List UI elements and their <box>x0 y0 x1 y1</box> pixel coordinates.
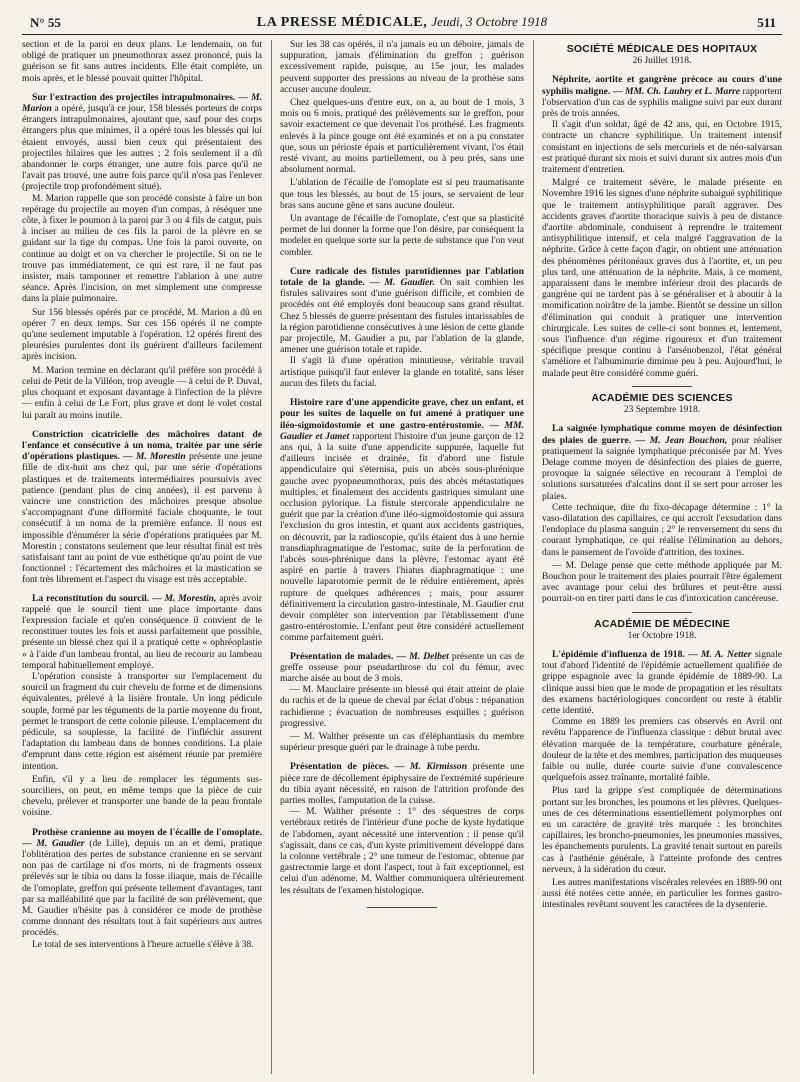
paragraph: Comme en 1889 les premiers cas observés en Avril ont revêtu l'apparence de l'influenza classique : début brutal avec élévation marquée de la température, courbature générale, douleur de la tête et des membres, participation des muqueuses faible ou nulle, durée courte suivie d'une convalescence quelquefois assez traînante, mortalité faible. <box>542 717 782 784</box>
section-date: 1er Octobre 1918. <box>627 630 697 641</box>
author-name: M. Jean Bouchon, <box>649 434 728 446</box>
issue-date: Jeudi, 3 Octobre 1918 <box>431 14 548 29</box>
author-name: M. Marion <box>22 91 262 115</box>
article-heading <box>22 92 262 193</box>
journal-title: LA PRESSE MÉDICALE, <box>256 15 428 30</box>
heading-text: La reconstitution du sourcil. — <box>32 592 162 604</box>
author-name: M. Gaudier. <box>384 277 435 289</box>
heading-text: Constriction cicatricielle des mâchoires datant de l'enfance et consécutive à un noma, traitée par une série d'opérations plastiques. — <box>22 428 262 463</box>
heading-text: Cure radicale des fistules parotidiennes par l'ablation totale de la glande. — <box>280 265 524 289</box>
issue-number: N° 55 <box>30 15 61 30</box>
author-name: MM. Ch. Laubry et L. Marre <box>624 85 741 97</box>
heading-body: présente une jeune fille de dix-huit ans chez qui, par une série d'opérations plastiques et de traitements intermédiaires poursuivis avec patience (pendant plus de cinq années), il est parvenu à vaincre une constriction des mâchoires presque absolue s'accompagnant d'une difformité faciale choquante, le tout consécutif à un noma de la première enfance. Il nous est impossible d'énumérer la série d'opérations pratiquées par M. Morestin ; constatons seulement que leur résultat final est très satisfaisant tant au point de vue esthétique qu'au point de vue fonctionnel : l'écartement des mâchoires et la mastication se font très librement et l'aspect du visage est très acceptable. <box>22 451 262 586</box>
paragraph: Il s'agit là d'une opération minutieuse, véritable travail artistique puisqu'il faut enlever la glande en totalité, sans léser aucun des filets du facial. <box>280 356 524 389</box>
heading-body: rapportent l'histoire d'un jeune garçon de 12 ans qui, à la suite d'une appendicite suppurée, laquelle fut d'ailleurs incisée et drainée, fit d'abord une fistule appendiculaire qui s'éternisa, puis un abcès sous-phrénique gauche avec pyopneumothorax, puis des abcès métastatiques multiples, et finalement des accidents gastriques simulant une occlusion pylorique. La fistule stercorale appendiculaire ne guérit que par la création d'une iléo-sigmoïdostomie qui assura l'exclusion du gros intestin, et quant aux accidents gastriques, on découvrit, par la radioscopie, qu'ils étaient dus à une hernie transdiaphragmatique de l'estomac, suite de la perforation de l'abcès sous-phrénique dans la plèvre, l'estomac ayant été aspiré en partie à travers l'hiatus diaphragmatique : une nouvelle laparotomie permit de le réduire entièrement, après rupture de quelques adhérences ; mais, pour assurer définitivement la circulation gastro-intestinale, M. Gaudier crut devoir compléter son intervention par l'établissement d'une gastro-entérostomie. L'enfant peut être considéré actuellement comme parfaitement guéri. <box>280 430 524 644</box>
paragraph: Chez quelques-uns d'entre eux, on a, au bout de 1 mois, 3 mois ou 6 mois, pratiqué des prélèvements sur le greffon, pour savoir exactement ce que devenait l'os prothésé. Les fragments enlevés à la pince gouge ont été examinés et on a pu constater que, sous un périoste épais et particulièrement vivant, l'os était resté vivant, au moins partiellement, ou à peu près, sans une absolument normal. <box>280 98 524 176</box>
column-1 <box>22 40 262 1074</box>
paragraph: Les autres manifestations viscérales relevées en 1889-90 ont aussi été notées cette année, en particulier les formes gastro-intestinales revêtant souvent les caractères de la dysenterie. <box>542 878 782 911</box>
running-head <box>22 10 782 35</box>
paragraph: section et de la paroi en deux plans. Le lendemain, on fut obligé de pratiquer un pneumothorax assez prononcé, puis la guérison se fit sans autres incidents. Elle était complète, un mois après, et le blessé pouvait quitter l'hôpital. <box>22 40 262 84</box>
heading-text: Néphrite, aortite et gangrène précoce au cours d'une syphilis maligne. — <box>542 74 782 97</box>
article-heading <box>280 397 524 643</box>
paragraph: Enfin, s'il y a lieu de remplacer les téguments sus-sourciliers, on peut, en même temps que la pièce de cuir chevelu, prélever et transporter une bande de la peau frontale voisine. <box>22 774 262 819</box>
heading-body: après avoir rappelé que le sourcil tient une place importante dans l'expression faciale et qu'en conséquence il convient de le reconstituer toutes les fois et aussi parfaitement que possible, présente un blessé chez qui il a pratiqué cette « ophréoplastie » à l'aide d'un lambeau frontal, au lieu de recourir au lambeau temporal habituellement employé. <box>22 592 262 671</box>
paragraph: Malgré ce traitement sévère, le malade présente en Novembre 1916 les signes d'une néphrite subaiguë syphilitique que le traitement antisyphilitique paraît aggraver. Des accidents graves d'aortite thoracique suivis à peu de distance d'aortite abdominale, conduisent à reprendre le traitement antisyphilitique intensif, et cela malgré l'aggravation de la néphrite. Grâce à cette façon d'agir, on obtient une atténuation des phénomènes péritonéaux graves dus à l'aortite, et, un peu plus tard, une atténuation de la néphrite. Mais, à ce moment, apparaissent dans le membre inférieur droit des placards de gangrène qui ne tardent pas à se généraliser et à aboutir à la momification noirâtre de la jambe. Bientôt se dessine un sillon d'élimination qui conduit à pratiquer une intervention chirurgicale. Les suites de celle-ci sont bonnes et, lentement, sous l'influence d'un régime rigoureux et d'un traitement spécifique presque continu à l'arsénobenzol, l'état général s'améliore et l'albuminurie diminue peu à peu. Aujourd'hui, le malade peut être considéré comme guéri. <box>542 178 782 379</box>
paragraph: Sur les 38 cas opérés, il n'a jamais eu un déboire, jamais de suppuration, jamais d'élimination du greffon ; guérison excessivement rapide, puisque, au 15e jour, les malades peuvent supporter des pressions au niveau de la prothèse sans accuser aucune douleur. <box>280 40 524 95</box>
section-date: 26 Juillet 1918. <box>632 56 692 67</box>
article-heading <box>22 827 262 939</box>
heading-text: La saignée lymphatique comme moyen de désinfection des plaies de guerre. — <box>542 423 782 446</box>
paragraph: Cette technique, dite du fixo-décapage détermine : 1° la vaso-dilatation des capillaires, ce qui accroît l'exsudation dans l'endoplace du plasma sanguin ; 2° le renversement du sens du courant lymphatique, ce qui réalise l'élimination au dehors, dans le pansement de l'ovoïde d'attrition, des toxines. <box>542 502 782 558</box>
paragraph: Un avantage de l'écaille de l'omoplate, c'est que sa plasticité permet de lui donner la forme que l'on désire, par conséquent la modeler en quelque sorte sur la perte de substance que l'on veut combler. <box>280 214 524 258</box>
column-3 <box>542 40 782 1074</box>
heading-body: présente une pièce rare de décollement épiphysaire de l'extrémité supérieure du tibia ayant nécessité, en raison de l'attrition profonde des parties molles, l'amputation de la cuisse. <box>280 761 524 806</box>
article-heading <box>542 423 782 501</box>
journal-masthead <box>22 14 782 31</box>
heading-body: présente un cas de greffe osseuse pour pseudarthrose du col du fémur, avec marche aisée au bout de 3 mois. <box>280 650 524 684</box>
paragraph: Sur 156 blessés opérés par ce procédé, M. Marion a dû en opérer 7 en deux temps. Sur ces 156 opérés il ne compte qu'une seulement imputable à l'opération. 12 opérés firent des pleurésies purulentes dont ils guérirent d'ailleurs facilement après incision. <box>22 307 262 363</box>
paragraph: — M. Walther présente : 1° des séquestres de corps vertébraux retirés de l'intérieur d'une poche de kyste hydatique de l'abdomen, ayant nécessité une intervention : il pense qu'il s'agissait, dans ce cas, d'un kyste primitivement développé dans la colonne vertébrale ; 2° une tumeur de l'estomac, obtenue par gastrectomie large et dont l'aspect, tout à fait exceptionnel, est celui d'un adénome. M. Walther communiquera ultérieurement les résultats de l'examen histologique. <box>280 807 524 896</box>
paragraph: Plus tard la grippe s'est compliquée de déterminations portant sur les bronches, les poumons et les plèvres. Quelques-unes de ces déterminations essentiellement polymorphes ont eu un caractère de gravité très marquée : les bronchites capillaires, les broncho-pneumonies, les pneumonies massives, les épanchements purulents. La gravité tenait surtout en pareils cas à l'asthénie générale, à l'atteinte profonde des centres nerveux, à la sidération du cœur. <box>542 786 782 875</box>
heading-text: Présentation de pièces. — <box>290 761 405 773</box>
article-heading <box>542 74 782 119</box>
column-2 <box>280 40 524 1074</box>
article-heading <box>22 593 262 671</box>
paragraph: M. Marion rappelle que son procédé consiste à faire un bon repérage du projectile au moyen d'un compas, à réséquer une côte, à fixer le poumon à la paroi par 3 ou 4 fils de catgut, puis à inciser au milieu de ces fils la paroi de la plèvre en se guidant sur la tige du compas. Une fois la paroi ouverte, on continue au doigt et on va chercher le projectile. Si on ne le trouve pas immédiatement, ce qui est rare, il ne faut pas insister, mais tamponner et remettre l'ablation à une autre séance. Après l'incision, on met simplement une compresse dans la plaie pulmonaire. <box>22 193 262 305</box>
paragraph: Il s'agit d'un soldat, âgé de 42 ans, qui, en Octobre 1915, contracte un chancre syphilitique. Un traitement intensif consistant en injections de sels mercuriels et de néo-salvarsan est pratiqué durant six mois et suivi durant six autres mois d'un traitement d'entretien. <box>542 120 782 176</box>
heading-text: Histoire rare d'une appendicite grave, chez un enfant, et pour les suites de laquelle on fut amené à pratiquer une iléo-sigmoïdostomie et une gastro-entérostomie. — <box>280 397 524 431</box>
section-title: SOCIÉTÉ MÉDICALE DES HOPITAUX <box>566 43 758 55</box>
section-title: ACADÉMIE DES SCIENCES <box>591 391 733 404</box>
heading-body: pour réaliser pratiquement la saignée lymphatique préconisée par M. Yves Delage comme moyen de désinfection des plaies de guerre, provoque la saignée sélective en recourant à l'emploi de solutions sursaturées d'alcalins dont il se sert pour arroser les plaies. <box>542 434 782 502</box>
heading-body: a opéré, jusqu'à ce jour, 158 blessés porteurs de corps étrangers intrapulmonaires, ajoutant que, sauf pour des corps étrangers plus que minimes, il a opéré tous les blessés qui lui étaient envoyés, aussi bien ceux qui présentaient des projectiles hilaires que les autres ; 2 fois seulement il a dû abandonner le corps étranger, une autre fois parce qu'il ne l'avait pas trouvé, une autre fois parce qu'il n'osa pas l'enlever (projectile trop profondément situé). <box>22 103 262 193</box>
paragraph: L'opération consiste à transporter sur l'emplacement du sourcil un fragment du cuir chevelu de forme et de dimensions équivalentes, prélevé à la lisière frontale. Un long pédicule souple, formé par les téguments de la partie moyenne du front, permet le transport de cette colonie pileuse. L'emplacement du pédicule, sa souplesse, la facilité de l'infléchir assurent l'adaptation du lambeau dans de bonnes conditions. La plaie d'emprunt dans cette région est aisément réunie par première intention. <box>22 671 262 772</box>
paragraph: — M. Mauclaire présente un blessé qui était atteint de plaie du rachis et de la queue de cheval par éclat d'obus : trépanation rachidienne ; évacuation de nombreuses esquilles ; guérison progressive. <box>280 685 524 729</box>
paragraph: L'ablation de l'écaille de l'omoplate est si peu traumatisante que tous les blessés, au bout de 15 jours, se servaient de leur bras sans aucune gêne et sans aucune douleur. <box>280 178 524 211</box>
author-name: M. Morestin <box>135 451 186 463</box>
article-heading <box>542 649 782 716</box>
heading-body: On sait combien les fistules salivaires sont d'une guérison difficile, et combien de procédés ont été employés dont beaucoup sans grand résultat. Chez 5 blessés de guerre présentant des fistules intarissables de la région parotidienne consécutives à une lésion de cette glande par projectile, M. Gaudier a pu, par l'ablation de la glande, amener une guérison totale et rapide. <box>280 277 524 356</box>
heading-body: signale tout d'abord l'identité de l'épidémie actuellement qualifiée de grippe espagnole avec la grande épidémie de 1889-90. La clinique aussi bien que le mode de propagation et les résultats des examens bactériologiques concordent ou reste à établir cette identité. <box>542 648 782 716</box>
section-rule <box>632 386 692 387</box>
column-divider <box>271 40 272 1074</box>
heading-text: Prothèse cranienne au moyen de l'écaille de l'omoplate. — <box>22 826 262 849</box>
paragraph: — M. Delage pense que cette méthode appliquée par M. Bouchon pour le traitement des plaies pourrait l'être également avec avantage pour celui des brûlures et peut-être aussi pourrait-on en tirer parti dans le cas d'intoxication cancéreuse. <box>542 560 782 605</box>
article-heading <box>280 266 524 356</box>
end-rule <box>367 907 437 908</box>
heading-text: Présentation de malades. — <box>290 650 407 662</box>
section-date: 23 Septembre 1918. <box>623 405 701 416</box>
page-number: 511 <box>757 15 776 30</box>
author-name: M. Kirmisson <box>410 761 468 773</box>
newspaper-page <box>22 10 782 1076</box>
article-heading <box>22 429 262 586</box>
heading-text: Sur l'extraction des projectiles intrapulmonaires. — <box>32 91 248 103</box>
author-name: MM. Gaudier et Jamet <box>280 419 524 442</box>
author-name: M. A. Netter <box>701 648 752 660</box>
paragraph: M. Marion termine en déclarant qu'il préfère son procédé à celui de Petit de la Villéon, trop aveugle — à celui de P. Duval, plus choquant et exposant davantage à l'infection de la plèvre — enfin à celui de Le Fort, plus grave et dont le volet costal lui paraît au moins inutile. <box>22 365 262 421</box>
paragraph: — M. Walther présente un cas d'éléphantiasis du membre supérieur presque guéri par le drainage à tube perdu. <box>280 731 524 754</box>
heading-body: rapportent l'observation d'un cas de syphilis maligne suivi par eux durant près de trois années. <box>542 85 782 120</box>
author-name: M. Gaudier <box>36 837 85 849</box>
column-divider <box>533 40 534 1074</box>
heading-body: (de Lille), depuis un an et demi, pratique l'oblitération des pertes de substance cranienne en se servant non pas de cartilage ni d'os morts, ni de fragments osseux prélevés sur le tibia ou dans la fosse iliaque, mais de l'écaille de l'omoplate, greffon qui présente tellement d'avantages, tant par sa malléabilité que par la facilité de son prélèvement, que M. Gaudier n'hésite pas à considérer ce mode de prothèse comme donnant des résultats tout à fait supérieurs aux autres procédés. <box>22 837 262 939</box>
article-heading <box>280 761 524 806</box>
article-heading <box>280 651 524 685</box>
author-name: M. Morestin, <box>164 592 217 604</box>
paragraph: Le total de ses interventions à l'heure actuelle s'élève à 38. <box>32 939 254 950</box>
section-title: ACADÉMIE DE MÉDECINE <box>594 617 730 630</box>
section-rule <box>632 612 692 613</box>
heading-text: L'épidémie d'influenza de 1918. — <box>552 648 698 660</box>
author-name: M. Delbet <box>409 650 449 662</box>
